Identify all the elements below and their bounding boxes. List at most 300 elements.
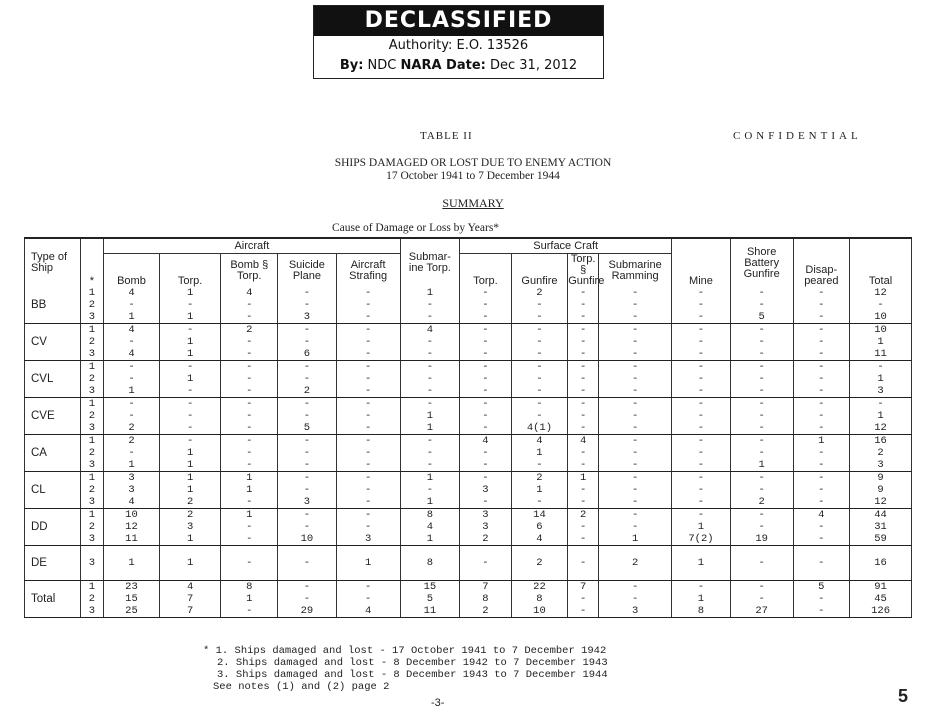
value-cell: -: [336, 336, 400, 348]
value-cell: -: [336, 472, 400, 485]
year-cell: 2: [80, 447, 104, 459]
value-cell: -: [793, 521, 850, 533]
value-cell: -: [159, 410, 221, 422]
value-cell: 1: [159, 447, 221, 459]
value-cell: -: [568, 336, 599, 348]
col-strafing-header: Aircraft Strafing: [336, 254, 400, 288]
value-cell: 1: [159, 472, 221, 485]
value-cell: 1: [400, 287, 460, 299]
value-cell: -: [672, 422, 731, 435]
title-line-2: 17 October 1941 to 7 December 1944: [386, 170, 560, 182]
value-cell: -: [104, 373, 160, 385]
value-cell: -: [221, 521, 278, 533]
value-cell: -: [278, 361, 337, 374]
value-cell: -: [793, 533, 850, 546]
value-cell: 1: [672, 593, 731, 605]
year-cell: 1: [80, 472, 104, 485]
table-row: [25, 287, 912, 299]
value-cell: -: [730, 324, 793, 337]
value-cell: -: [793, 472, 850, 485]
value-cell: -: [568, 311, 599, 324]
col-bomb-torp-header: Bomb § Torp.: [221, 254, 278, 288]
value-cell: -: [793, 410, 850, 422]
col-disappeared-header: Disap- peared: [793, 238, 850, 287]
value-cell: 3: [599, 605, 672, 618]
value-cell: 4: [400, 521, 460, 533]
year-cell: 1: [80, 361, 104, 374]
value-cell: -: [793, 605, 850, 618]
value-cell: -: [460, 410, 511, 422]
value-cell: -: [672, 459, 731, 472]
value-cell: -: [793, 459, 850, 472]
year-cell: 2: [80, 373, 104, 385]
document-title: [0, 157, 946, 183]
value-cell: 7: [159, 593, 221, 605]
table-row: [25, 361, 912, 374]
value-cell: -: [460, 336, 511, 348]
surface-group-header: Surface Craft: [460, 238, 672, 254]
ship-type-cell: DE: [25, 546, 81, 581]
ship-type-cell: CVE: [25, 398, 81, 435]
ship-type-cell: BB: [25, 287, 81, 324]
value-cell: -: [599, 336, 672, 348]
classification-label: CONFIDENTIAL: [733, 130, 862, 142]
value-cell: -: [672, 324, 731, 337]
table-row: [25, 299, 912, 311]
value-cell: 7: [460, 581, 511, 594]
table-body: [25, 287, 912, 618]
value-cell: -: [511, 385, 568, 398]
value-cell: -: [460, 311, 511, 324]
value-cell: -: [568, 361, 599, 374]
value-cell: -: [730, 435, 793, 448]
value-cell: 1: [104, 546, 160, 581]
value-cell: -: [400, 398, 460, 411]
value-cell: -: [278, 299, 337, 311]
value-cell: -: [221, 422, 278, 435]
value-cell: 16: [850, 435, 912, 448]
table-row: [25, 484, 912, 496]
value-cell: -: [599, 311, 672, 324]
value-cell: -: [511, 496, 568, 509]
value-cell: -: [672, 447, 731, 459]
value-cell: 44: [850, 509, 912, 522]
value-cell: -: [336, 422, 400, 435]
value-cell: -: [159, 324, 221, 337]
value-cell: 1: [400, 533, 460, 546]
aircraft-group-header: Aircraft: [104, 238, 400, 254]
value-cell: -: [568, 324, 599, 337]
year-cell: 1: [80, 324, 104, 337]
value-cell: 6: [278, 348, 337, 361]
value-cell: -: [568, 287, 599, 299]
value-cell: 1: [104, 385, 160, 398]
table-row: [25, 385, 912, 398]
table-row: [25, 324, 912, 337]
year-cell: 1: [80, 287, 104, 299]
value-cell: -: [278, 521, 337, 533]
value-cell: -: [730, 484, 793, 496]
col-mine-header: Mine: [672, 238, 731, 287]
year-cell: 3: [80, 422, 104, 435]
value-cell: -: [599, 435, 672, 448]
table-row: [25, 459, 912, 472]
summary-heading: [0, 196, 946, 211]
value-cell: 31: [850, 521, 912, 533]
value-cell: 2: [159, 509, 221, 522]
col-torp-header: Torp.: [159, 254, 221, 288]
value-cell: -: [730, 422, 793, 435]
value-cell: -: [511, 299, 568, 311]
value-cell: -: [278, 509, 337, 522]
value-cell: 4: [221, 287, 278, 299]
stamp-title: DECLASSIFIED: [314, 6, 603, 36]
value-cell: -: [730, 447, 793, 459]
value-cell: -: [104, 447, 160, 459]
value-cell: -: [400, 336, 460, 348]
value-cell: 1: [599, 533, 672, 546]
value-cell: 12: [850, 496, 912, 509]
value-cell: -: [599, 422, 672, 435]
value-cell: -: [850, 361, 912, 374]
col-submarine-torp-header: Submar- ine Torp.: [400, 238, 460, 287]
value-cell: -: [336, 496, 400, 509]
stamp-nara-value: Dec 31, 2012: [489, 58, 578, 73]
value-cell: -: [221, 435, 278, 448]
value-cell: 2: [460, 533, 511, 546]
value-cell: -: [793, 422, 850, 435]
value-cell: 4: [568, 435, 599, 448]
value-cell: -: [511, 361, 568, 374]
table-row: [25, 336, 912, 348]
value-cell: -: [599, 398, 672, 411]
col-type-header: Type of Ship: [25, 238, 81, 287]
value-cell: -: [793, 385, 850, 398]
value-cell: 2: [159, 496, 221, 509]
value-cell: 3: [278, 496, 337, 509]
value-cell: -: [221, 373, 278, 385]
stamp-nara-label: NARA Date:: [400, 58, 486, 73]
value-cell: -: [672, 496, 731, 509]
value-cell: 10: [278, 533, 337, 546]
value-cell: -: [568, 398, 599, 411]
value-cell: -: [568, 373, 599, 385]
value-cell: -: [460, 361, 511, 374]
value-cell: -: [568, 496, 599, 509]
value-cell: -: [336, 348, 400, 361]
value-cell: -: [568, 385, 599, 398]
value-cell: 2: [850, 447, 912, 459]
value-cell: 7: [159, 605, 221, 618]
value-cell: 2: [511, 546, 568, 581]
value-cell: -: [793, 484, 850, 496]
value-cell: 3: [104, 472, 160, 485]
value-cell: 8: [672, 605, 731, 618]
value-cell: 3: [104, 484, 160, 496]
ship-type-cell: CA: [25, 435, 81, 472]
value-cell: 2: [599, 546, 672, 581]
value-cell: -: [511, 336, 568, 348]
value-cell: 10: [850, 311, 912, 324]
value-cell: -: [730, 373, 793, 385]
value-cell: 1: [672, 521, 731, 533]
value-cell: 22: [511, 581, 568, 594]
value-cell: -: [793, 361, 850, 374]
value-cell: -: [278, 459, 337, 472]
value-cell: -: [793, 447, 850, 459]
value-cell: -: [336, 311, 400, 324]
value-cell: -: [599, 324, 672, 337]
value-cell: 2: [568, 509, 599, 522]
value-cell: 1: [104, 311, 160, 324]
year-cell: 3: [80, 496, 104, 509]
value-cell: -: [336, 373, 400, 385]
value-cell: -: [336, 593, 400, 605]
value-cell: -: [400, 459, 460, 472]
value-cell: -: [568, 348, 599, 361]
value-cell: 1: [672, 546, 731, 581]
value-cell: -: [221, 311, 278, 324]
title-line-1: SHIPS DAMAGED OR LOST DUE TO ENEMY ACTION: [334, 157, 612, 169]
value-cell: -: [730, 546, 793, 581]
value-cell: 91: [850, 581, 912, 594]
year-cell: 2: [80, 410, 104, 422]
value-cell: -: [278, 546, 337, 581]
value-cell: -: [400, 484, 460, 496]
value-cell: -: [793, 299, 850, 311]
corner-number: 5: [898, 686, 909, 706]
value-cell: -: [221, 348, 278, 361]
value-cell: 3: [460, 484, 511, 496]
value-cell: -: [336, 509, 400, 522]
value-cell: 1: [159, 533, 221, 546]
value-cell: 2: [104, 422, 160, 435]
value-cell: -: [400, 361, 460, 374]
value-cell: 3: [336, 533, 400, 546]
ship-type-cell: CL: [25, 472, 81, 509]
value-cell: 4(1): [511, 422, 568, 435]
value-cell: -: [336, 361, 400, 374]
table-row: [25, 496, 912, 509]
col-year-header: *: [80, 238, 104, 287]
value-cell: 7: [568, 581, 599, 594]
value-cell: 1: [159, 287, 221, 299]
value-cell: -: [793, 398, 850, 411]
table-row: [25, 472, 912, 485]
value-cell: -: [221, 533, 278, 546]
value-cell: -: [672, 361, 731, 374]
value-cell: -: [104, 410, 160, 422]
footnote-2: 2. Ships damaged and lost - 8 December 1942 to 7 December 1943: [217, 657, 608, 669]
value-cell: 2: [278, 385, 337, 398]
value-cell: -: [336, 521, 400, 533]
value-cell: -: [599, 447, 672, 459]
stamp-by-value: NDC: [367, 58, 397, 73]
value-cell: 11: [400, 605, 460, 618]
value-cell: -: [221, 398, 278, 411]
value-cell: -: [793, 546, 850, 581]
value-cell: -: [599, 410, 672, 422]
value-cell: -: [221, 459, 278, 472]
value-cell: 1: [511, 447, 568, 459]
value-cell: -: [793, 324, 850, 337]
value-cell: 1: [159, 373, 221, 385]
value-cell: -: [221, 410, 278, 422]
value-cell: -: [511, 324, 568, 337]
value-cell: -: [104, 336, 160, 348]
value-cell: -: [278, 593, 337, 605]
col-gunfire-header: Gunfire: [511, 254, 568, 288]
value-cell: 4: [104, 496, 160, 509]
value-cell: -: [278, 287, 337, 299]
value-cell: 8: [460, 593, 511, 605]
value-cell: 8: [400, 546, 460, 581]
value-cell: -: [336, 581, 400, 594]
value-cell: -: [278, 447, 337, 459]
year-cell: 2: [80, 336, 104, 348]
declassified-stamp: [313, 5, 604, 79]
value-cell: -: [568, 410, 599, 422]
year-cell: 1: [80, 435, 104, 448]
value-cell: -: [400, 447, 460, 459]
value-cell: 1: [400, 422, 460, 435]
value-cell: 1: [400, 410, 460, 422]
footnote-1: [203, 645, 608, 657]
value-cell: 1: [221, 484, 278, 496]
value-cell: -: [599, 299, 672, 311]
value-cell: -: [278, 398, 337, 411]
value-cell: 1: [568, 472, 599, 485]
value-cell: -: [336, 447, 400, 459]
value-cell: -: [599, 581, 672, 594]
value-cell: 45: [850, 593, 912, 605]
value-cell: -: [568, 459, 599, 472]
value-cell: -: [672, 385, 731, 398]
stamp-authority: Authority: E.O. 13526: [388, 38, 529, 53]
value-cell: -: [730, 593, 793, 605]
value-cell: -: [278, 581, 337, 594]
value-cell: -: [730, 336, 793, 348]
value-cell: -: [730, 410, 793, 422]
year-cell: 3: [80, 605, 104, 618]
year-cell: 2: [80, 484, 104, 496]
value-cell: 1: [159, 336, 221, 348]
value-cell: -: [672, 287, 731, 299]
value-cell: 1: [400, 472, 460, 485]
value-cell: 8: [400, 509, 460, 522]
value-cell: 4: [460, 435, 511, 448]
table-row: [25, 546, 912, 581]
value-cell: -: [793, 311, 850, 324]
value-cell: 29: [278, 605, 337, 618]
value-cell: -: [336, 385, 400, 398]
value-cell: 9: [850, 472, 912, 485]
value-cell: -: [159, 398, 221, 411]
value-cell: -: [511, 398, 568, 411]
value-cell: -: [336, 410, 400, 422]
value-cell: -: [400, 385, 460, 398]
value-cell: 15: [400, 581, 460, 594]
value-cell: -: [568, 533, 599, 546]
year-cell: 2: [80, 521, 104, 533]
value-cell: 1: [221, 472, 278, 485]
value-cell: 2: [460, 605, 511, 618]
table-row: [25, 311, 912, 324]
value-cell: 9: [850, 484, 912, 496]
value-cell: -: [511, 348, 568, 361]
value-cell: -: [400, 373, 460, 385]
year-cell: 2: [80, 593, 104, 605]
value-cell: -: [730, 472, 793, 485]
col-bomb-header: Bomb: [104, 254, 160, 288]
value-cell: 1: [400, 496, 460, 509]
value-cell: -: [672, 398, 731, 411]
damage-table: [24, 237, 912, 618]
value-cell: -: [599, 385, 672, 398]
value-cell: -: [278, 472, 337, 485]
value-cell: -: [599, 373, 672, 385]
value-cell: 1: [221, 593, 278, 605]
value-cell: 4: [159, 581, 221, 594]
value-cell: -: [730, 385, 793, 398]
table-row: [25, 509, 912, 522]
stamp-by-line: [314, 56, 603, 76]
value-cell: -: [599, 521, 672, 533]
year-cell: 1: [80, 581, 104, 594]
value-cell: -: [159, 299, 221, 311]
value-cell: -: [793, 496, 850, 509]
value-cell: -: [400, 348, 460, 361]
value-cell: 2: [730, 496, 793, 509]
value-cell: -: [336, 299, 400, 311]
col-suicide-header: Suicide Plane: [278, 254, 337, 288]
value-cell: -: [850, 398, 912, 411]
value-cell: -: [568, 447, 599, 459]
value-cell: 4: [104, 348, 160, 361]
table-row: [25, 373, 912, 385]
value-cell: -: [730, 287, 793, 299]
value-cell: 1: [850, 336, 912, 348]
value-cell: -: [336, 435, 400, 448]
value-cell: -: [221, 299, 278, 311]
value-cell: -: [159, 435, 221, 448]
col-ramming-header: Submarine Ramming: [599, 254, 672, 288]
table-row: [25, 605, 912, 618]
year-cell: 1: [80, 509, 104, 522]
table-row: [25, 533, 912, 546]
value-cell: -: [460, 385, 511, 398]
col-surf-torp-header: Torp.: [460, 254, 511, 288]
value-cell: 11: [850, 348, 912, 361]
value-cell: 3: [159, 521, 221, 533]
value-cell: 4: [793, 509, 850, 522]
summary-text: SUMMARY: [442, 196, 504, 210]
value-cell: -: [104, 299, 160, 311]
value-cell: -: [568, 521, 599, 533]
value-cell: -: [568, 422, 599, 435]
value-cell: 126: [850, 605, 912, 618]
value-cell: 2: [511, 287, 568, 299]
value-cell: -: [599, 496, 672, 509]
value-cell: -: [159, 385, 221, 398]
value-cell: -: [599, 361, 672, 374]
value-cell: -: [730, 398, 793, 411]
value-cell: 5: [793, 581, 850, 594]
value-cell: -: [511, 373, 568, 385]
value-cell: -: [221, 361, 278, 374]
value-cell: -: [278, 324, 337, 337]
value-cell: 10: [104, 509, 160, 522]
